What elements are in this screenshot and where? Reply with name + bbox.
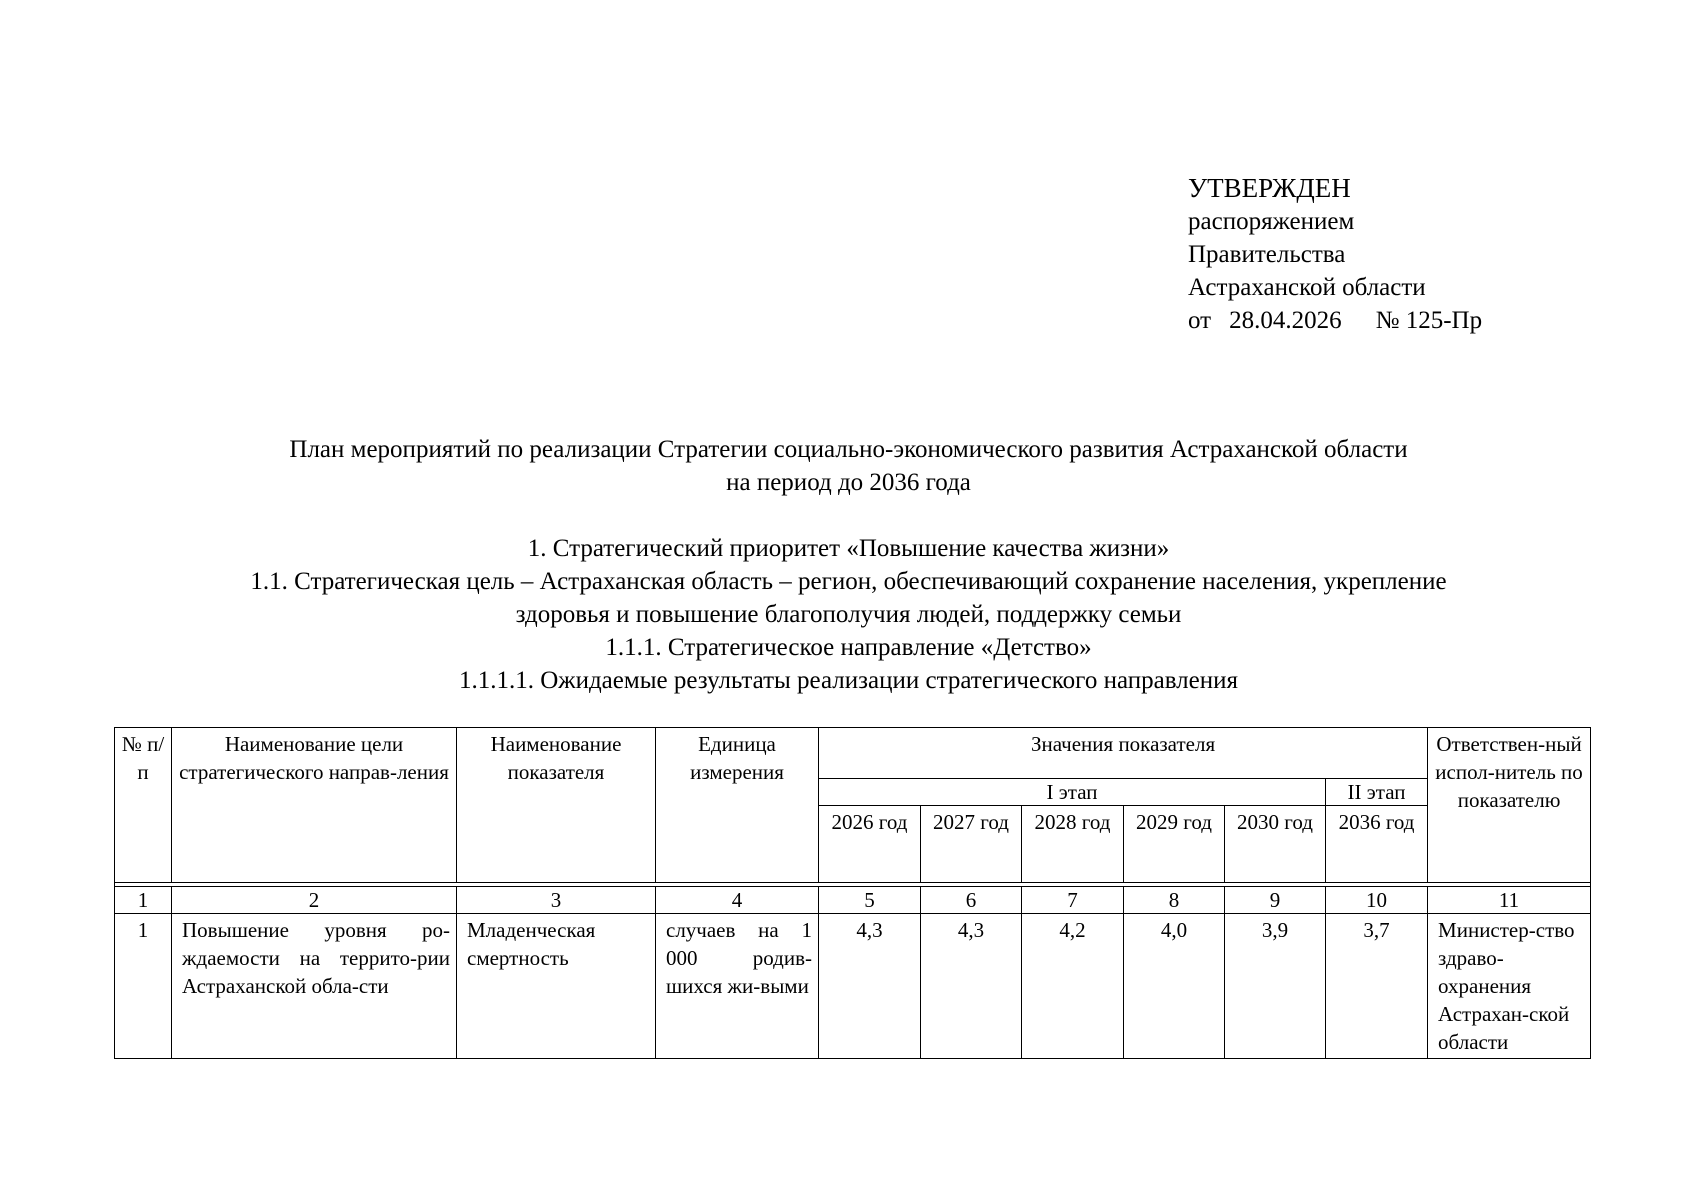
row-value: 4,3 (819, 914, 921, 1059)
approval-title: УТВЕРЖДЕН (1188, 173, 1351, 203)
header-responsible: Ответствен-ный испол-нитель по показателю (1428, 728, 1591, 883)
approval-number: № 125-Пр (1375, 307, 1483, 334)
column-number: 8 (1124, 887, 1225, 914)
header-year: 2026 год (819, 806, 921, 883)
column-number: 5 (819, 887, 921, 914)
header-year: 2028 год (1022, 806, 1124, 883)
row-value: 4,2 (1022, 914, 1124, 1059)
header-num: № п/п (115, 728, 172, 883)
table-row (115, 914, 1591, 1059)
header-year: 2030 год (1225, 806, 1326, 883)
column-number: 6 (921, 887, 1022, 914)
column-number: 1 (115, 887, 172, 914)
approval-date-prefix: от (1188, 307, 1212, 334)
column-number: 3 (457, 887, 656, 914)
strategic-direction: 1.1.1. Стратегическое направление «Детство» (605, 634, 1092, 661)
row-indicator: Младенческая смертность (457, 914, 656, 1059)
plan-title-line-1: План мероприятий по реализации Стратегии социально-экономического развития Астраханской области (289, 436, 1408, 463)
approval-date: 28.04.2026 (1229, 307, 1342, 334)
header-year: 2036 год (1326, 806, 1428, 883)
row-value: 3,7 (1326, 914, 1428, 1059)
section-headings (0, 532, 1697, 697)
header-goal-name: Наименование цели стратегического направ-ления (172, 728, 457, 883)
column-number: 2 (172, 887, 457, 914)
column-number: 9 (1225, 887, 1326, 914)
approval-date-line (1188, 304, 1482, 337)
indicators-table (114, 727, 1591, 1059)
row-responsible: Министер-ство здраво-охранения Астрахан-ской области (1428, 914, 1591, 1059)
column-number-row (115, 887, 1591, 914)
header-stage-1: I этап (819, 779, 1326, 806)
approval-line-2: Правительства (1188, 241, 1346, 268)
column-number: 7 (1022, 887, 1124, 914)
plan-title-line-2: на период до 2036 года (726, 469, 971, 496)
column-number: 4 (656, 887, 819, 914)
strategic-goal-line-1: 1.1. Стратегическая цель – Астраханская область – регион, обеспечивающий сохранение населения, укрепление (250, 568, 1447, 595)
strategic-goal-line-2: здоровья и повышение благополучия людей, поддержку семьи (515, 601, 1182, 628)
expected-results-heading: 1.1.1.1. Ожидаемые результаты реализации стратегического направления (459, 667, 1238, 694)
plan-title (0, 433, 1697, 499)
header-values: Значения показателя (819, 728, 1428, 779)
row-value: 4,0 (1124, 914, 1225, 1059)
strategic-priority: 1. Стратегический приоритет «Повышение качества жизни» (527, 535, 1170, 562)
row-unit: случаев на 1 000 родив-шихся жи-выми (656, 914, 819, 1059)
column-number: 10 (1326, 887, 1428, 914)
header-year: 2027 год (921, 806, 1022, 883)
row-value: 3,9 (1225, 914, 1326, 1059)
header-unit: Единица измерения (656, 728, 819, 883)
column-number: 11 (1428, 887, 1591, 914)
row-goal: Повышение уровня ро-ждаемости на террито-рии Астраханской обла-сти (172, 914, 457, 1059)
approval-stamp (1188, 172, 1482, 337)
approval-line-1: распоряжением (1188, 208, 1355, 235)
approval-line-3: Астраханской области (1188, 274, 1426, 301)
header-year: 2029 год (1124, 806, 1225, 883)
header-stage-2: II этап (1326, 779, 1428, 806)
header-indicator: Наименование показателя (457, 728, 656, 883)
row-value: 4,3 (921, 914, 1022, 1059)
row-num: 1 (115, 914, 172, 1059)
